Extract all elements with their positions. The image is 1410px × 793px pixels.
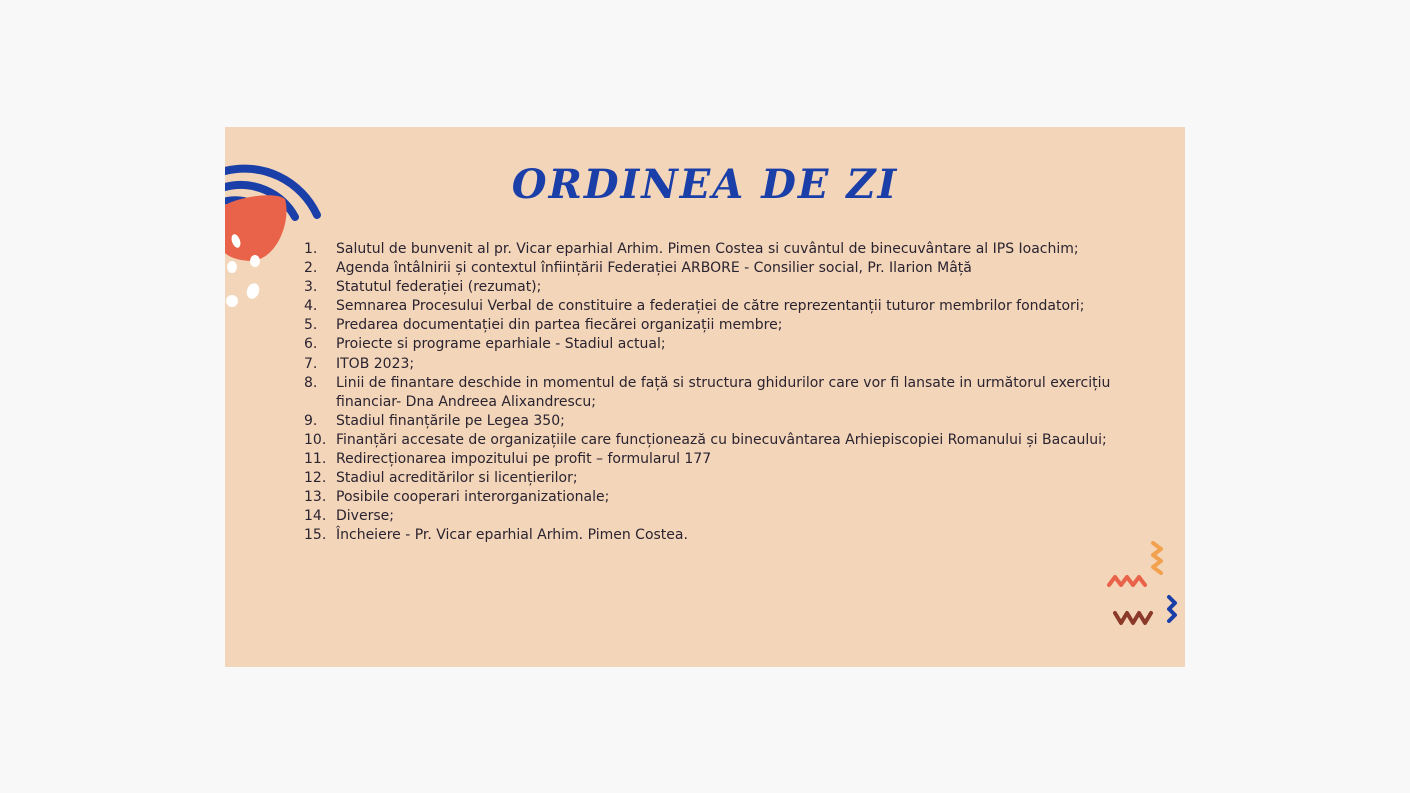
list-item <box>304 450 1134 469</box>
list-item <box>304 335 1134 354</box>
item-number: 6. <box>304 336 318 353</box>
agenda-list <box>304 240 1134 546</box>
list-item <box>304 431 1134 450</box>
item-number: 1. <box>304 241 318 257</box>
item-text: Finanțări accesate de organizațiile care funcționează cu binecuvântarea Arhiepiscopiei Romanului și Bacaului; <box>336 431 1107 448</box>
item-number: 15. <box>304 527 327 544</box>
list-item <box>304 259 1134 278</box>
item-text: Semnarea Procesului Verbal de constituire a federației de către reprezentanții tuturor membrilor fondatori; <box>336 298 1085 315</box>
list-item <box>304 374 1134 412</box>
item-number: 7. <box>304 355 318 372</box>
list-item <box>304 412 1134 431</box>
list-item <box>304 355 1134 374</box>
item-text: Agenda întâlnirii și contextul înființării Federației ARBORE - Consilier social, Pr. Ilarion Mâță <box>336 260 972 277</box>
item-number: 12. <box>304 470 327 487</box>
item-text: Linii de finantare deschide in momentul de față si structura ghidurilor care vor fi lansate in următorul exercițiu financiar- Dna Andreea Alixandrescu; <box>336 374 1111 410</box>
item-text: Salutul de bunvenit al pr. Vicar eparhial Arhim. Pimen Costea si cuvântul de binecuvântare al IPS Ioachim; <box>336 241 1079 257</box>
item-text: ITOB 2023; <box>336 355 415 372</box>
list-item <box>304 469 1134 488</box>
list-item <box>304 488 1134 507</box>
slide <box>225 127 1185 667</box>
item-text: Predarea documentației din partea fiecărei organizații membre; <box>336 317 783 334</box>
item-number: 9. <box>304 412 318 429</box>
list-item <box>304 526 1134 545</box>
item-text: Diverse; <box>336 508 394 525</box>
item-number: 2. <box>304 260 318 277</box>
list-item <box>304 278 1134 297</box>
item-number: 13. <box>304 489 327 506</box>
list-item <box>304 240 1134 259</box>
item-number: 14. <box>304 508 327 525</box>
item-number: 5. <box>304 317 318 334</box>
item-text: Posibile cooperari interorganizationale; <box>336 489 610 506</box>
item-number: 4. <box>304 298 318 315</box>
item-number: 11. <box>304 451 327 468</box>
item-number: 8. <box>304 374 318 391</box>
page-title: ORDINEA DE ZI <box>511 161 899 208</box>
item-number: 10. <box>304 431 327 448</box>
item-text: Stadiul acreditărilor si licențierilor; <box>336 470 578 487</box>
list-item <box>304 507 1134 526</box>
item-number: 3. <box>304 279 318 296</box>
item-text: Stadiul finanțările pe Legea 350; <box>336 412 565 429</box>
item-text: Încheiere - Pr. Vicar eparhial Arhim. Pimen Costea. <box>336 527 688 544</box>
list-item <box>304 297 1134 316</box>
item-text: Proiecte si programe eparhiale - Stadiul actual; <box>336 336 666 353</box>
list-item <box>304 316 1134 335</box>
item-text: Statutul federației (rezumat); <box>336 279 542 296</box>
item-text: Redirecționarea impozitului pe profit – formularul 177 <box>336 451 712 468</box>
squiggle-lines-icon <box>1105 539 1185 639</box>
